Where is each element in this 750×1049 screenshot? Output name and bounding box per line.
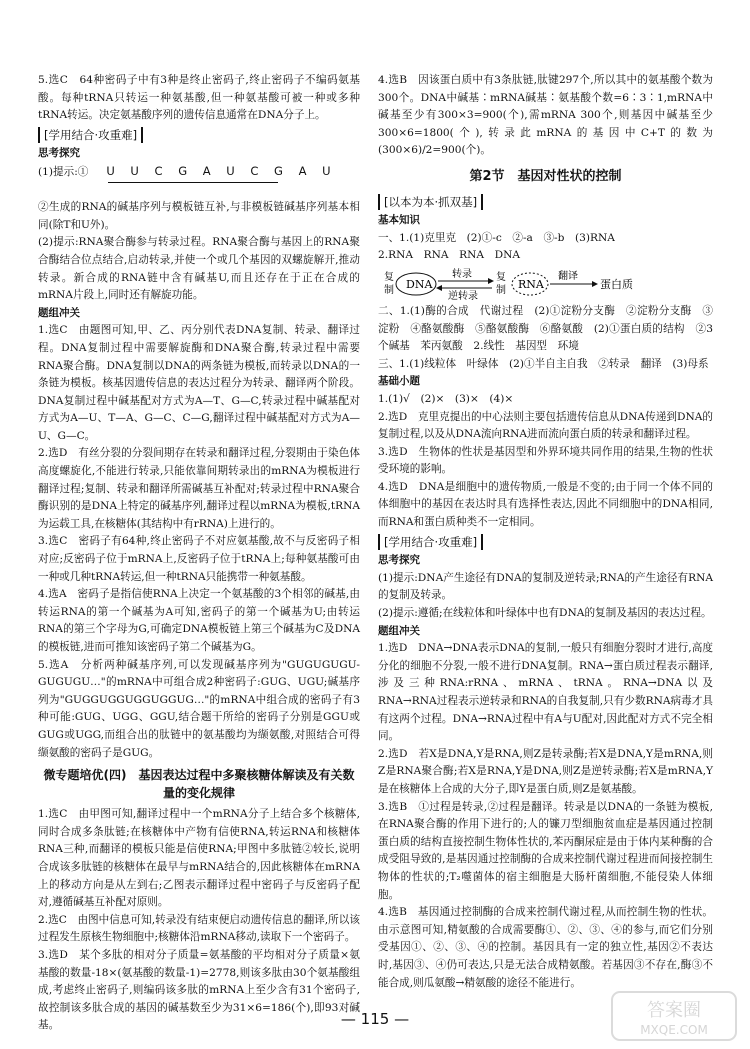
sequence-label: (1)提示:①: [38, 165, 89, 178]
paragraph: 4.选B 基因通过控制酶的合成来控制代谢过程,从而控制生物的性状。由示意图可知,精氨酸的合成需要酶①、②、③、④的参与,而它们分别受基因①、②、③、④的控制。基因具有一定的独立性,基因②不表达时,基因③、④仍可表达,只是无法合成精氨酸。若基因③不存在,酶③不能合成,则瓜氨酸→精氨酸的途径不能进行。: [378, 906, 713, 989]
section-tag-row: [378, 532, 713, 553]
paragraph: 5.选C 64种密码子中有3种是终止密码子,终止密码子不编码氨基酸。每种tRNA只转运一种氨基酸,但一种氨基酸可被一种或多种tRNA转运。决定氨基酸序列的遗传信息通常在DNA分子上。: [38, 74, 360, 122]
paragraph: 5.选A 分析两种碱基序列,可以发现碱基序列为"GUGUGUGU-GUGUGU…"的mRNA中可组合成2种密码子:GUG、UGU;碱基序列为"GUGGUGGUGGUGGUG…"的mRNA中组合成的密码子有3种可能:GUG、UGG、GGU,结合题干所给的密码子分别是GGU或GUG或UGG,而组合出的肽链中的氨基酸均为缬氨酸,对照结合可得缬氨酸的密码子是GUG。: [38, 658, 360, 759]
svg-text:制: 制: [496, 284, 506, 296]
paragraph: (1)提示:DNA产生途径有DNA的复制及逆转录;RNA的产生途径有RNA的复制及转录。: [378, 571, 713, 602]
paragraph: 1.选D DNA→DNA表示DNA的复制,一般只有细胞分裂时才进行,高度分化的细胞不分裂,一般不进行DNA复制。RNA→蛋白质过程表示翻译,涉及三种RNA:rRNA、mRNA、tRNA。RNA→DNA以及RNA→RNA过程表示逆转录和RNA的自我复制,只有少数RNA病毒才具有这两个过程。DNA→RNA过程中有A与U配对,因此配对方式不完全相同。: [378, 642, 713, 743]
paragraph: (2)提示:RNA聚合酶参与转录过程。RNA聚合酶与基因上的RNA聚合酶结合位点结合,启动转录,并使一个或几个基因的双螺旋解开,推动转录。新合成的RNA链中含有碱基U,而且还存在于正在合成的mRNA片段上,同时还有解旋功能。: [38, 236, 360, 302]
page-number: — 115 —: [340, 1010, 410, 1028]
paragraph: 2.选D 克里克提出的中心法则主要包括遗传信息从DNA传递到DNA的复制过程,以及从DNA流向RNA进而流向蛋白质的转录和翻译过程。: [378, 410, 713, 441]
protein-node: 蛋白质: [600, 277, 633, 291]
sequence-line: [38, 163, 360, 199]
paragraph: 1.选C 由甲图可知,翻译过程中一个mRNA分子上结合多个核糖体,同时合成多条肽链;在核糖体中产物有信使RNA,转运RNA和核糖体RNA三种,而翻译的模板只能是信使RNA;甲图中多肽链②较长,说明合成该多肽链的核糖体在最早与mRNA结合的,因此核糖体在mRNA上的移动方向是从左到右;乙图表示翻译过程中密码子与反密码子配对,遵循碱基互补配对原则。: [38, 808, 360, 909]
section-title: 第2节 基因对性状的控制: [469, 168, 622, 184]
watermark-logo: [610, 988, 738, 1044]
section-tag: [以本为本·抓双基]: [378, 194, 483, 210]
subheading: 题组冲关: [378, 624, 420, 637]
paragraph: 3.选D 某个多肽的相对分子质量=氨基酸的平均相对分子质量×氨基酸的数量-18×(氨基酸的数量-1)=2778,则该多肽由30个氨基酸组成,考虑终止密码子,则编码该多肽的mRNA上至少含有31个密码子,故控制该多肽合成的基因的碱基数至少为31×6=186(个),即93对碱基。: [38, 948, 360, 1032]
paragraph: 一、1.(1)克里克 (2)①-c ②-a ③-b (3)RNA: [378, 231, 615, 244]
paragraph: 1.选C 由题图可知,甲、乙、丙分别代表DNA复制、转录、翻译过程。DNA复制过程中需要解旋酶和DNA聚合酶,转录过程中需要RNA聚合酶。DNA复制以DNA的两条链为模板,而转录以DNA的一条链为模板。核基因遗传信息的表达过程分为转录、翻译两个阶段。DNA复制过程中碱基配对方式为A—T、G—C,转录过程中碱基配对方式为A—U、T—A、G—C、C—G,翻译过程中碱基配对方式为A—U、G—C。: [38, 324, 360, 442]
section-tag-row: [378, 192, 713, 213]
paragraph: 2.选D 若X是DNA,Y是RNA,则Z是转录酶;若X是DNA,Y是mRNA,则Z是RNA聚合酶;若X是RNA,Y是DNA,则Z是逆转录酶;若X是mRNA,Y是在核糖体上合成的大分子,即Y是蛋白质,则Z是氨基酸。: [378, 747, 713, 795]
subheading: 思考探究: [38, 147, 80, 160]
left-column: [38, 72, 360, 1035]
paragraph: 2.选D 有丝分裂的分裂间期存在转录和翻译过程,分裂期由于染色体高度螺旋化,不能进行转录,只能依靠间期转录出的mRNA为模板进行翻译过程;复制、转录和翻译所需碱基互补配对;转录过程中RNA聚合酶识别的是DNA上特定的碱基序列,翻译过程以mRNA为模板,tRNA为运载工具,在核糖体(其结构中有rRNA)上进行的。: [38, 447, 360, 530]
paragraph: 3.选C 密码子有64种,终止密码子不对应氨基酸,故不与反密码子相对应;反密码子位于mRNA上,反密码子位于tRNA上;每种氨基酸可由一种或几种tRNA转运,但一种tRNA只能携带一种氨基酸。: [38, 535, 360, 583]
paragraph: 3.选B ①过程是转录,②过程是翻译。转录是以DNA的一条链为模板,在RNA聚合酶的作用下进行的;人的镰刀型细胞贫血症是基因通过控制蛋白质的结构直接控制生物体性状的,苯丙酮尿症是由于体内某种酶的合成受阻导致的,是基因通过控制酶的合成来控制代谢过程进而间接控制生物体的性状的;T₂噬菌体的宿主细胞是大肠杆菌细胞,不能侵染人体细胞。: [378, 800, 713, 901]
paragraph: 4.选A 密码子是指信使RNA上决定一个氨基酸的3个相邻的碱基,由转运RNA的第一个碱基为A可知,密码子的第一个碱基为U;由转运RNA的第三个字母为G,可确定DNA模板链上第三个碱基为C及DNA的模板链,进而可推知该密码子第二个碱基为G。: [38, 588, 360, 653]
paragraph: 4.选D DNA是细胞中的遗传物质,一般是不变的;由于同一个体不同的体细胞中的基因在表达时具有选择性表达,因此不同细胞中的DNA相同,而RNA和蛋白质种类不一定相同。: [378, 480, 713, 529]
section-tag: [学用结合·攻重难]: [378, 534, 483, 550]
section-tag-row: [38, 125, 360, 146]
paragraph: 三、1.(1)线粒体 叶绿体 (2)①半自主自我 ②转录 翻译 (3)母系: [378, 357, 709, 370]
reverse-transcription-label: 逆转录: [448, 290, 478, 301]
micro-topic-title: 微专题培优(四) 基因表达过程中多聚核糖体解读及有关数量的变化规律: [43, 768, 355, 801]
template-strand-line: [108, 182, 278, 183]
paragraph: ②生成的RNA的碱基序列与模板链互补,与非模板链碱基序列基本相同(除T和U外)。: [38, 201, 360, 231]
subheading: 基本知识: [378, 214, 420, 227]
translation-label: 翻译: [558, 270, 578, 282]
paragraph: 4.选B 因该蛋白质中有3条肽链,肽键297个,所以其中的氨基酸个数为300个。DNA中碱基∶mRNA碱基∶氨基酸个数=6∶3∶1,mRNA中碱基至少有300×3=900(个),需mRNA 300个,则基因中碱基至少300×6=1800(个),转录此mRNA的基因中C+T的数为(300×6)/2=900(个)。: [378, 74, 713, 157]
rna-sequence: U U C G A U C G A U: [106, 163, 337, 178]
paragraph: (2)提示:遵循;在线粒体和叶绿体中也有DNA的复制及基因的表达过程。: [378, 607, 712, 620]
paragraph: 2.选C 由图中信息可知,转录没有结束便启动遗传信息的翻译,所以该过程发生原核生物细胞中;核糖体沿mRNA移动,读取下一个密码子。: [38, 913, 360, 944]
svg-text:制: 制: [384, 284, 394, 296]
rna-replication-label: 复: [496, 271, 506, 283]
central-dogma-diagram: [378, 267, 713, 301]
subheading: 思考探究: [378, 554, 420, 567]
rna-node: RNA: [518, 277, 544, 291]
subheading: 题组冲关: [38, 306, 80, 319]
subheading: 基础小题: [378, 375, 420, 388]
section-tag: [学用结合·攻重难]: [38, 127, 143, 143]
transcription-label: 转录: [452, 268, 472, 280]
dna-replication-label: 复: [384, 271, 394, 283]
right-column: [378, 72, 713, 992]
central-dogma-svg: [378, 267, 713, 301]
watermark-url: MXQE.COM: [640, 1023, 708, 1037]
watermark-text: 答案圈: [647, 1000, 701, 1021]
paragraph: 2.RNA RNA RNA DNA: [378, 249, 520, 262]
paragraph: 二、1.(1)酶的合成 代谢过程 (2)①淀粉分支酶 ②淀粉分支酶 ③淀粉 ④酪氨酸酶 ⑤酪氨酸酶 ⑥酪氨酸 (2)①蛋白质的结构 ②3个碱基 苯丙氨酸 2.线性 基因型 环境: [378, 304, 713, 353]
paragraph: 3.选D 生物体的性状是基因型和外界环境共同作用的结果,生物的性状受环境的影响。: [378, 445, 713, 476]
paragraph: 1.(1)√ (2)× (3)× (4)×: [378, 392, 514, 405]
dna-node: DNA: [406, 277, 433, 291]
